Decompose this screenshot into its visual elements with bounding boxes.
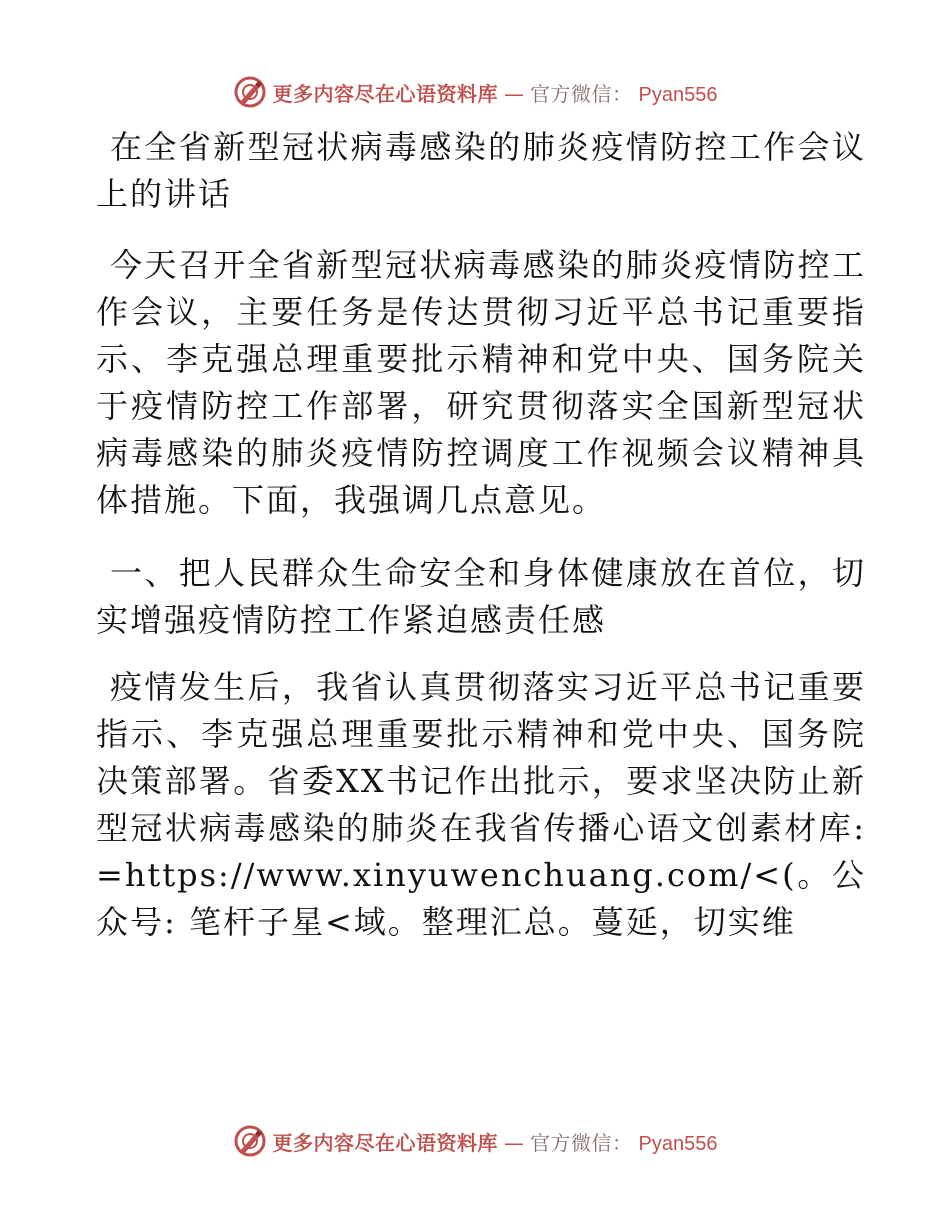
watermark-sub-text: 官方微信： [530, 1130, 633, 1155]
watermark-wechat-id: Pyan556 [638, 1132, 718, 1155]
watermark-sub-text: 官方微信： [530, 81, 633, 106]
header-watermark-banner [0, 72, 950, 112]
pen-circle-logo-icon [233, 75, 267, 109]
watermark-main-text: 更多内容尽在心语资料库 [272, 81, 499, 106]
watermark-text [273, 78, 718, 107]
watermark-wechat-id: Pyan556 [638, 83, 718, 106]
paragraph-intro: 今天召开全省新型冠状病毒感染的肺炎疫情防控工作会议，主要任务是传达贯彻习近平总书记重要指示、李克强总理重要批示精神和党中央、国务院关于疫情防控工作部署，研究贯彻落实全国新型冠状病毒感染的肺炎疫情防控调度工作视频会议精神具体措施。下面，我强调几点意见。 [96, 246, 866, 519]
watermark-text [273, 1127, 718, 1156]
section-heading-1: 一、把人民群众生命安全和身体健康放在首位，切实增强疫情防控工作紧迫感责任感 [96, 554, 866, 639]
pen-circle-logo-icon [233, 1124, 267, 1158]
paragraph-section-1: 疫情发生后，我省认真贯彻落实习近平总书记重要指示、李克强总理重要批示精神和党中央、国务院决策部署。省委XX书记作出批示，要求坚决防止新型冠状病毒感染的肺炎在我省传播心语文创素材库: =https://www.xinyuwenchuang.com/<(。公众号: 笔杆子星<域。整理汇总。蔓延，切实维 [96, 668, 866, 941]
watermark-main-text: 更多内容尽在心语资料库 [272, 1130, 499, 1155]
document-body [96, 124, 866, 946]
document-title: 在全省新型冠状病毒感染的肺炎疫情防控工作会议上的讲话 [96, 128, 866, 213]
watermark-dash: — [504, 1130, 525, 1155]
watermark-dash: — [504, 81, 525, 106]
footer-watermark-banner [0, 1121, 950, 1161]
